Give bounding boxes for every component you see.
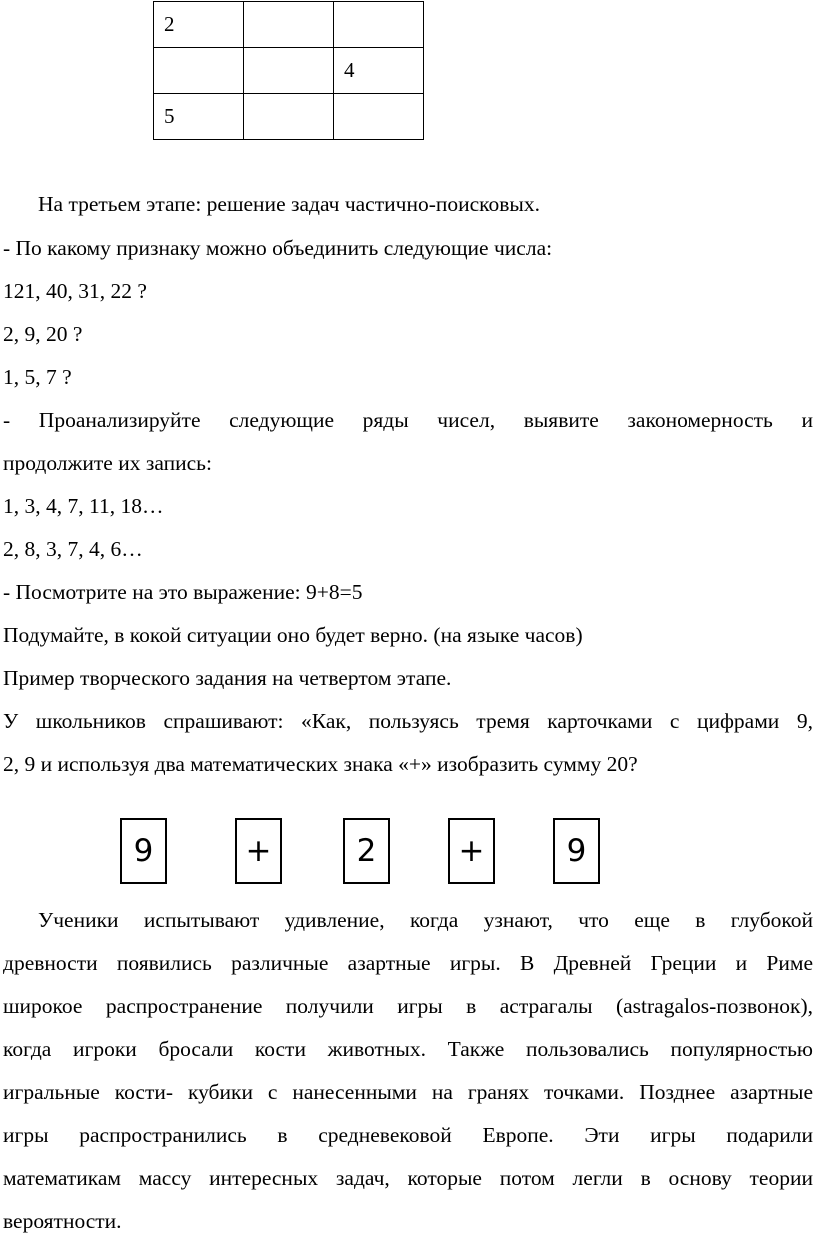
grid-cell	[244, 48, 334, 94]
paragraph-line: игры распространились в средневековой Европе. Эти игры подарили	[3, 1123, 813, 1147]
row-2: 2, 8, 3, 7, 4, 6…	[3, 537, 143, 561]
number-grid	[153, 1, 424, 140]
paragraph-line: вероятности.	[3, 1209, 122, 1233]
grid-cell: 4	[334, 48, 424, 94]
series-1: 121, 40, 31, 22 ?	[3, 279, 147, 303]
task-line-2: 2, 9 и используя два математических знака «+» изобразить сумму 20?	[3, 752, 638, 776]
grid-cell	[244, 94, 334, 140]
question-1: - По какому признаку можно объединить следующие числа:	[3, 236, 553, 260]
paragraph-line: древности появились различные азартные игры. В Древней Греции и Риме	[3, 951, 813, 975]
paragraph-line: игральные кости- кубики с нанесенными на гранях точками. Позднее азартные	[3, 1080, 813, 1104]
grid-cell: 5	[154, 94, 244, 140]
grid-cell	[334, 94, 424, 140]
grid-row	[154, 2, 424, 48]
card: +	[235, 818, 282, 884]
series-2: 2, 9, 20 ?	[3, 322, 83, 346]
grid-row	[154, 94, 424, 140]
stage3-heading: На третьем этапе: решение задач частично-поисковых.	[38, 192, 540, 216]
question-2-line-2: продолжите их запись:	[3, 451, 212, 475]
grid-cell: 2	[154, 2, 244, 48]
task-line-1: У школьников спрашивают: «Как, пользуясь тремя карточками с цифрами 9,	[3, 709, 813, 733]
paragraph-line: математикам массу интересных задач, которые потом легли в основу теории	[3, 1166, 813, 1190]
row-1: 1, 3, 4, 7, 11, 18…	[3, 494, 164, 518]
card: 2	[343, 818, 390, 884]
grid-cell	[154, 48, 244, 94]
question-3-hint: Подумайте, в кокой ситуации оно будет верно. (на языке часов)	[3, 623, 583, 647]
grid-cell	[334, 2, 424, 48]
paragraph-line: Ученики испытывают удивление, когда узнают, что еще в глубокой	[38, 908, 813, 932]
series-3: 1, 5, 7 ?	[3, 365, 72, 389]
card: +	[448, 818, 495, 884]
example-heading: Пример творческого задания на четвертом этапе.	[3, 666, 452, 690]
card: 9	[120, 818, 167, 884]
grid-cell	[244, 2, 334, 48]
question-3: - Посмотрите на это выражение: 9+8=5	[3, 580, 363, 604]
paragraph-line: когда игроки бросали кости животных. Также пользовались популярностью	[3, 1037, 813, 1061]
paragraph-line: широкое распространение получили игры в астрагалы (astragalos-позвонок),	[3, 994, 813, 1018]
card: 9	[553, 818, 600, 884]
question-2-line-1: - Проанализируйте следующие ряды чисел, выявите закономерность и	[3, 408, 813, 432]
grid-row	[154, 48, 424, 94]
card-row	[0, 818, 816, 886]
